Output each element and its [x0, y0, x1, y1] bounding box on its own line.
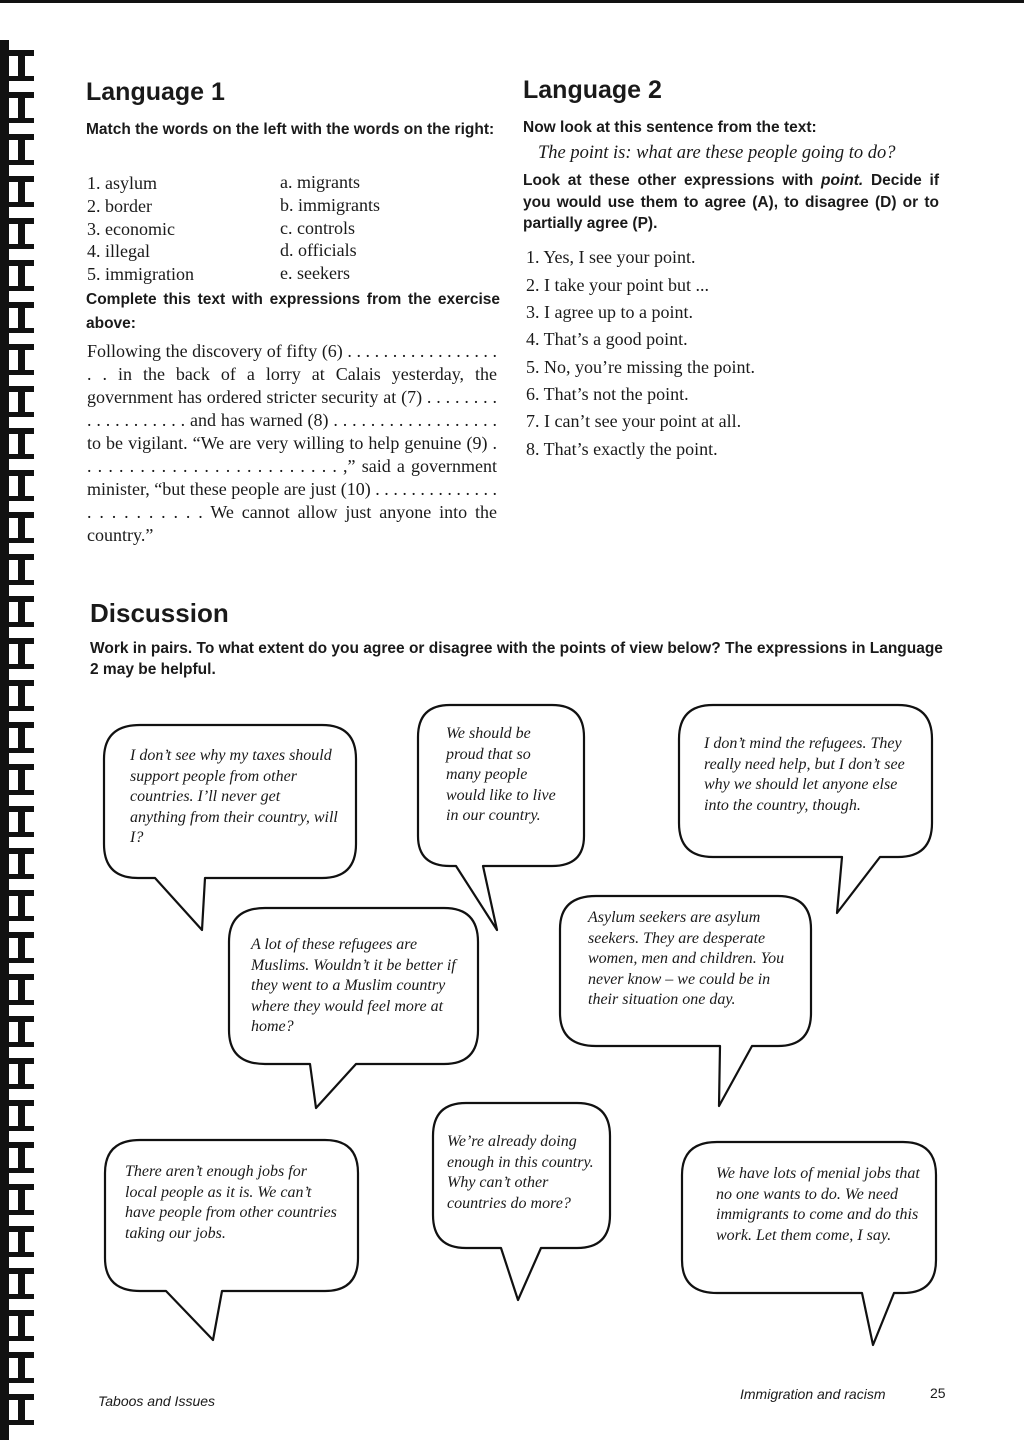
expression-5: 5. No, you’re missing the point. [526, 357, 755, 377]
language2-title: Language 2 [523, 76, 662, 104]
bubble-1-text: I don’t see why my taxes should support people from other countries. I’ll never get anything from their country, will I? [130, 747, 338, 846]
bubble-4-text: A lot of these refugees are Muslims. Wouldn’t it be better if they went to a Muslim country where they would feel more at home? [251, 936, 456, 1035]
language2-instruction: Now look at this sentence from the text: [523, 119, 817, 136]
footer-unit-title: Immigration and racism [740, 1386, 886, 1402]
point-keyword: point. [821, 172, 864, 189]
language1-instruction2: Complete this text with expressions from the exercise above: [86, 291, 500, 332]
page-number: 25 [930, 1385, 946, 1401]
bubble-2-text: We should be proud that so many people would like to live in our country. [446, 725, 556, 824]
match-right-d: d. officials [280, 240, 357, 260]
match-right-b: b. immigrants [280, 195, 380, 215]
expression-4: 4. That’s a good point. [526, 329, 688, 349]
bubble-6-text: There aren’t enough jobs for local people as it is. We can’t have people from other countries taking our jobs. [125, 1163, 337, 1242]
expression-8: 8. That’s exactly the point. [526, 439, 718, 459]
expression-1: 1. Yes, I see your point. [526, 247, 696, 267]
expression-2: 2. I take your point but ... [526, 275, 709, 295]
language1-instruction: Match the words on the left with the words on the right: [86, 121, 495, 138]
bubble-5-text: Asylum seekers are asylum seekers. They are desperate women, men and children. You never know – we could be in their situation one day. [588, 909, 785, 1008]
expression-7: 7. I can’t see your point at all. [526, 411, 742, 431]
match-right-e: e. seekers [280, 263, 350, 283]
footer-book-title: Taboos and Issues [98, 1393, 216, 1409]
language2-instruction2: Look at these other expressions with point. Decide if you would use them to agree (A), to disagree (D) or to partially agree (P). [523, 172, 939, 232]
match-left-1: 1. asylum [87, 173, 157, 193]
discussion-title: Discussion [90, 598, 229, 628]
match-right-a: a. migrants [280, 172, 360, 192]
match-left-5: 5. immigration [87, 264, 194, 284]
match-left-4: 4. illegal [87, 241, 150, 261]
expression-3: 3. I agree up to a point. [526, 302, 693, 322]
match-right-c: c. controls [280, 218, 355, 238]
language2-quote: The point is: what are these people going to do? [538, 143, 896, 163]
language1-title: Language 1 [86, 78, 225, 106]
cloze-paragraph: Following the discovery of fifty (6) . . . . . . . . . . . . . . . . . . . in the back of a lorry at Calais yesterday, the government has ordered stricter security at (7) . . . . . . . . . . . . . . . . . . . and has warned (8) . . . . . . . . . . . . . . . . . . to be vigilant. “We are very willing to help genuine (9) . . . . . . . . . . . . . . . . . . . . . . . . . ,” said a government minister, “but these people are just (10) . . . . . . . . . . . . . . . . . . . . . . . . We cannot allow just anyone into the country.” [87, 341, 497, 545]
bubble-8-text: We have lots of menial jobs that no one wants to do. We need immigrants to come and do this work. Let them come, I say. [716, 1165, 920, 1244]
discussion-instruction: Work in pairs. To what extent do you agree or disagree with the points of view below? The expressions in Language 2 may be helpful. [90, 640, 943, 678]
match-left-2: 2. border [87, 196, 152, 216]
match-left-3: 3. economic [87, 219, 175, 239]
bubble-3-text: I don’t mind the refugees. They really need help, but I don’t see why we should let anyone else into the country, though. [704, 735, 905, 814]
expression-6: 6. That’s not the point. [526, 384, 689, 404]
bubble-7-text: We’re already doing enough in this country. Why can’t other countries do more? [447, 1133, 594, 1212]
